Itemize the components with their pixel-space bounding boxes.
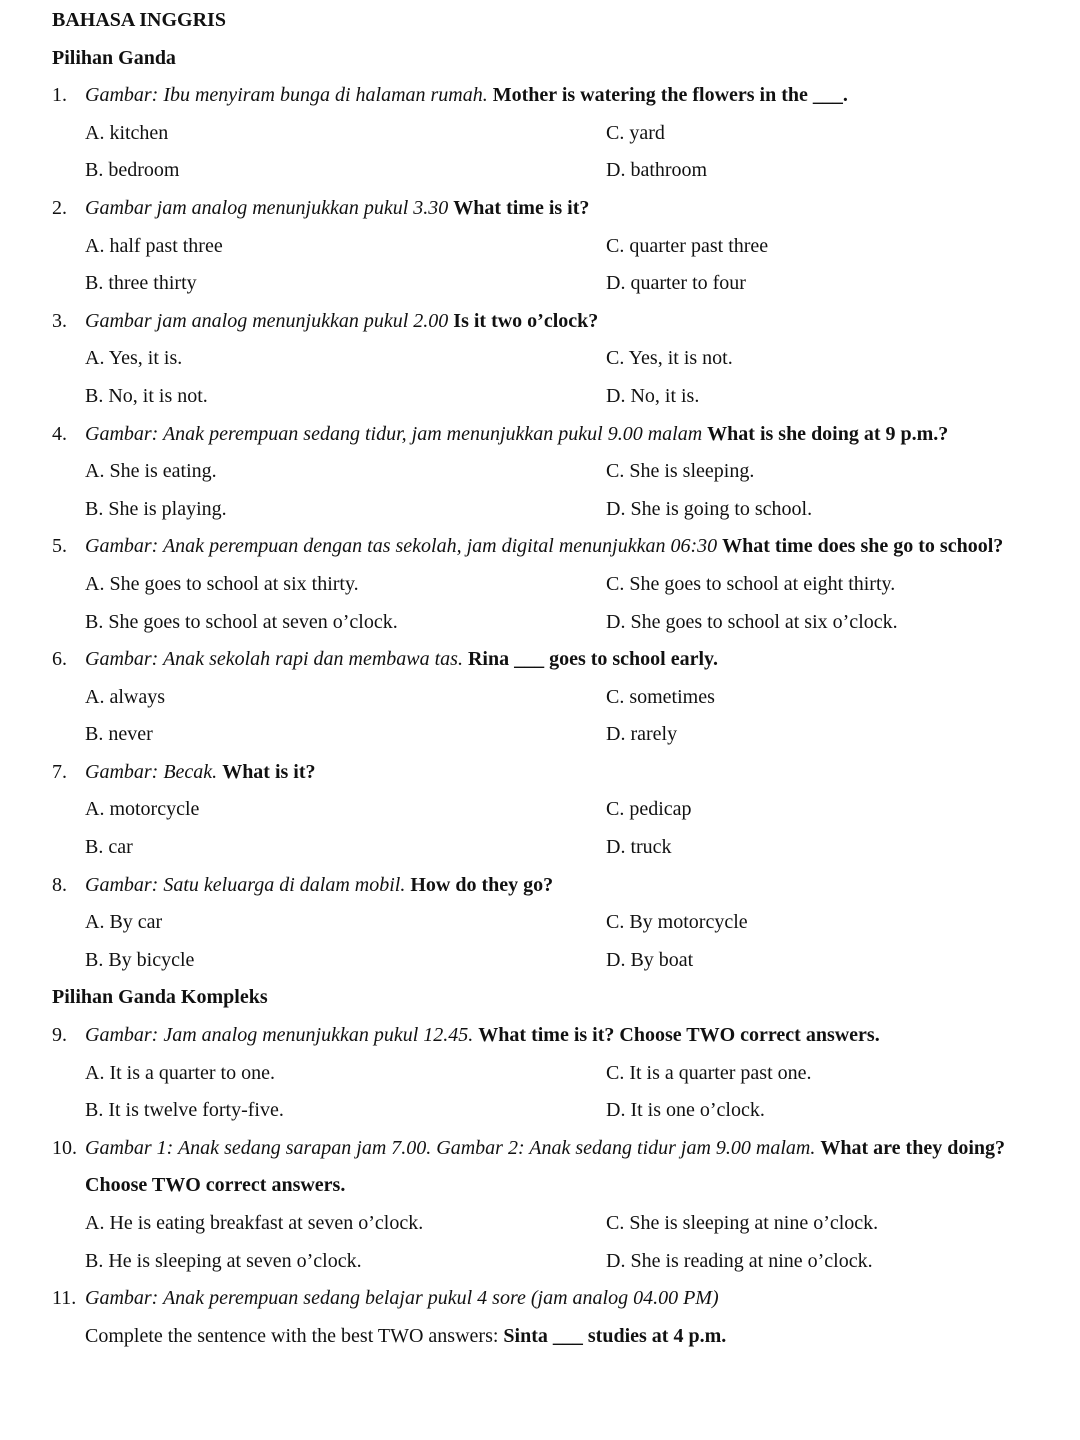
option-a[interactable]: A. Yes, it is.	[85, 347, 183, 370]
question-prompt: Gambar: Becak.	[85, 760, 218, 783]
options	[52, 791, 1037, 866]
option-a[interactable]: A. By car	[85, 911, 163, 934]
question-number: 4.	[52, 422, 67, 445]
option-b[interactable]: B. She goes to school at seven o’clock.	[85, 610, 398, 633]
option-c[interactable]: C. quarter past three	[606, 234, 769, 257]
question-instruction: Complete the sentence with the best TWO answers:	[85, 1324, 499, 1347]
question-text: Mother is watering the flowers in the ___.	[492, 84, 848, 107]
question	[52, 528, 1037, 566]
question-text: What is it?	[222, 760, 316, 783]
questions-group-1	[52, 77, 1037, 979]
options	[52, 904, 1037, 979]
question-prompt: Gambar: Anak perempuan sedang tidur, jam menunjukkan pukul 9.00 malam	[85, 422, 703, 445]
option-d[interactable]: D. She goes to school at six o’clock.	[606, 610, 898, 633]
option-b[interactable]: B. three thirty	[85, 272, 197, 295]
option-b[interactable]: B. never	[85, 723, 153, 746]
option-a[interactable]: A. half past three	[85, 234, 223, 257]
options	[52, 1055, 1037, 1130]
question-text: What time is it? Choose TWO correct answers.	[478, 1024, 880, 1047]
question-number: 2.	[52, 196, 67, 219]
question-number: 1.	[52, 84, 67, 107]
question-prompt: Gambar 1: Anak sedang sarapan jam 7.00. Gambar 2: Anak sedang tidur jam 9.00 malam.	[85, 1136, 816, 1159]
questions-group-2	[52, 1017, 1037, 1355]
option-b[interactable]: B. car	[85, 836, 133, 859]
options	[52, 1205, 1037, 1280]
options	[52, 453, 1037, 528]
options	[52, 679, 1037, 754]
option-a[interactable]: A. motorcycle	[85, 798, 200, 821]
question-number: 7.	[52, 760, 67, 783]
option-c[interactable]: C. She goes to school at eight thirty.	[606, 572, 896, 595]
question	[52, 1130, 1037, 1205]
option-c[interactable]: C. By motorcycle	[606, 911, 748, 934]
question-line	[52, 1318, 1037, 1356]
question	[52, 641, 1037, 679]
page-title: BAHASA INGGRIS	[52, 9, 226, 31]
question	[52, 303, 1037, 341]
option-c[interactable]: C. She is sleeping.	[606, 460, 755, 483]
section-heading: Pilihan Ganda	[52, 46, 176, 69]
option-a[interactable]: A. It is a quarter to one.	[85, 1061, 275, 1084]
option-a[interactable]: A. kitchen	[85, 121, 169, 144]
option-b[interactable]: B. It is twelve forty-five.	[85, 1099, 284, 1122]
option-b[interactable]: B. She is playing.	[85, 497, 227, 520]
option-d[interactable]: D. quarter to four	[606, 272, 746, 295]
question-prompt: Gambar: Anak perempuan dengan tas sekolah, jam digital menunjukkan 06:30	[85, 535, 718, 558]
option-d[interactable]: D. truck	[606, 836, 672, 859]
option-d[interactable]: D. bathroom	[606, 159, 708, 182]
question	[52, 867, 1037, 905]
option-c[interactable]: C. yard	[606, 121, 665, 144]
options	[52, 566, 1037, 641]
option-a[interactable]: A. She is eating.	[85, 460, 217, 483]
question-prompt: Gambar: Anak perempuan sedang belajar pukul 4 sore (jam analog 04.00 PM)	[85, 1287, 719, 1310]
question	[52, 754, 1037, 792]
question-prompt: Gambar: Anak sekolah rapi dan membawa tas.	[85, 648, 463, 671]
question-number: 10.	[52, 1136, 77, 1159]
question-text: Rina ___ goes to school early.	[467, 648, 718, 671]
question-number: 3.	[52, 309, 67, 332]
question	[52, 190, 1037, 228]
option-c[interactable]: C. It is a quarter past one.	[606, 1061, 812, 1084]
question	[52, 1017, 1037, 1055]
question-number: 6.	[52, 648, 67, 671]
option-a[interactable]: A. always	[85, 685, 165, 708]
question-number: 8.	[52, 873, 67, 896]
option-b[interactable]: B. No, it is not.	[85, 384, 208, 407]
question	[52, 77, 1037, 115]
option-c[interactable]: C. Yes, it is not.	[606, 347, 733, 370]
question-number: 9.	[52, 1024, 67, 1047]
section-heading: Pilihan Ganda Kompleks	[52, 986, 268, 1009]
option-d[interactable]: D. rarely	[606, 723, 678, 746]
options	[52, 340, 1037, 415]
options	[52, 115, 1037, 190]
option-c[interactable]: C. She is sleeping at nine o’clock.	[606, 1212, 879, 1234]
option-d[interactable]: D. She is reading at nine o’clock.	[606, 1249, 873, 1272]
question-prompt: Gambar: Satu keluarga di dalam mobil.	[85, 873, 406, 896]
question-prompt: Gambar jam analog menunjukkan pukul 2.00	[85, 309, 449, 332]
question-prompt: Gambar: Jam analog menunjukkan pukul 12.45.	[85, 1024, 474, 1047]
question	[52, 416, 1037, 454]
option-b[interactable]: B. By bicycle	[85, 948, 195, 971]
question-number: 11.	[52, 1287, 77, 1310]
question-number: 5.	[52, 535, 67, 558]
option-d[interactable]: D. No, it is.	[606, 384, 700, 407]
question-text: What is she doing at 9 p.m.?	[707, 422, 949, 445]
question-text: What time is it?	[453, 196, 590, 219]
option-c[interactable]: C. pedicap	[606, 798, 692, 821]
option-a[interactable]: A. He is eating breakfast at seven o’clock.	[85, 1212, 424, 1234]
options	[52, 228, 1037, 303]
option-c[interactable]: C. sometimes	[606, 685, 715, 708]
option-d[interactable]: D. By boat	[606, 948, 694, 971]
question	[52, 1280, 1037, 1318]
option-a[interactable]: A. She goes to school at six thirty.	[85, 572, 359, 595]
option-d[interactable]: D. It is one o’clock.	[606, 1099, 765, 1122]
question-text: Is it two o’clock?	[453, 309, 599, 332]
question-prompt: Gambar: Ibu menyiram bunga di halaman rumah.	[85, 84, 488, 107]
question-text: How do they go?	[410, 873, 554, 896]
question-text: What are they doing? Choose TWO correct answers.	[85, 1136, 1005, 1197]
option-b[interactable]: B. He is sleeping at seven o’clock.	[85, 1249, 362, 1272]
option-d[interactable]: D. She is going to school.	[606, 497, 813, 520]
question-prompt: Gambar jam analog menunjukkan pukul 3.30	[85, 196, 449, 219]
question-text: What time does she go to school?	[722, 535, 1004, 558]
question-text: Sinta ___ studies at 4 p.m.	[503, 1324, 727, 1347]
option-b[interactable]: B. bedroom	[85, 159, 180, 182]
